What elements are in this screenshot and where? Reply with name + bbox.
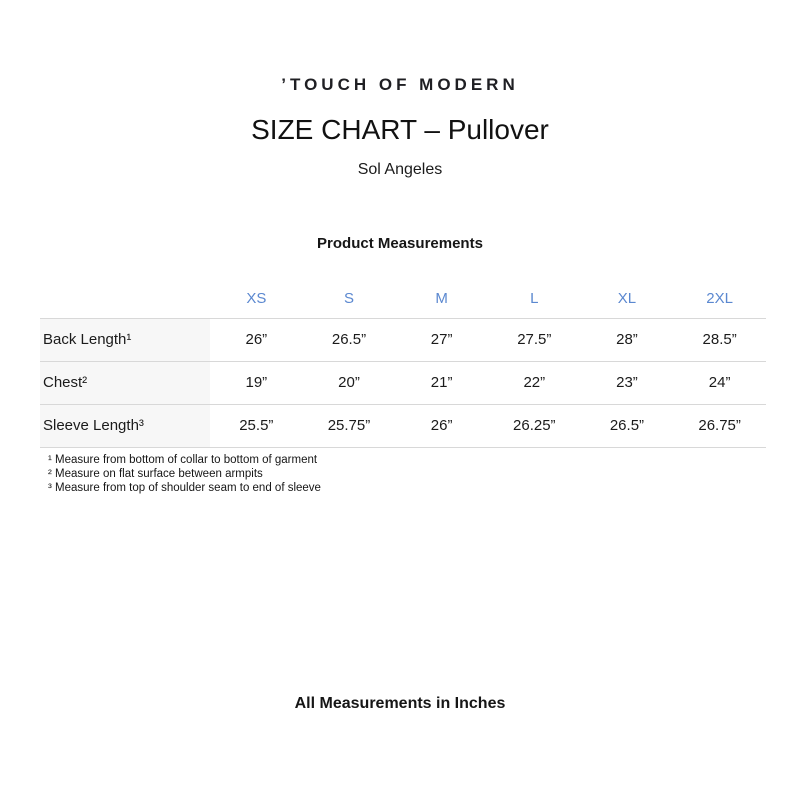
section-title: Product Measurements xyxy=(317,235,483,252)
table-row-sleeve-length xyxy=(40,404,766,447)
size-col-header-l: L xyxy=(488,280,581,318)
size-col-header-2xl: 2XL xyxy=(673,280,766,318)
footnote-2: ² Measure on flat surface between armpits xyxy=(48,468,263,480)
size-table-header-row xyxy=(40,280,766,318)
size-value-cell: 21” xyxy=(395,361,488,404)
bottom-note: All Measurements in Inches xyxy=(294,695,506,712)
size-value-cell: 26” xyxy=(210,318,303,361)
size-table xyxy=(40,280,766,448)
size-value-cell: 27” xyxy=(395,318,488,361)
size-value-cell: 26.25” xyxy=(488,404,581,447)
row-label: Back Length¹ xyxy=(40,318,210,361)
footnote-1: ¹ Measure from bottom of collar to bottom of garment xyxy=(48,454,318,466)
size-value-cell: 23” xyxy=(581,361,674,404)
size-col-header-xs: XS xyxy=(210,280,303,318)
row-label: Chest² xyxy=(40,361,210,404)
table-row-back-length xyxy=(40,318,766,361)
brand-subtitle: Sol Angeles xyxy=(357,161,443,178)
size-value-cell: 26.75” xyxy=(673,404,766,447)
brand-logo: ’TOUCH OF MODERN xyxy=(281,75,519,94)
footnote-3: ³ Measure from top of shoulder seam to end of sleeve xyxy=(48,482,321,494)
size-col-header-xl: XL xyxy=(581,280,674,318)
size-value-cell: 26.5” xyxy=(581,404,674,447)
table-row-chest xyxy=(40,361,766,404)
size-value-cell: 20” xyxy=(303,361,396,404)
size-value-cell: 25.75” xyxy=(303,404,396,447)
size-value-cell: 24” xyxy=(673,361,766,404)
size-value-cell: 28.5” xyxy=(673,318,766,361)
size-value-cell: 26” xyxy=(395,404,488,447)
corner-cell xyxy=(40,280,210,318)
footnotes-block xyxy=(48,453,321,495)
size-value-cell: 26.5” xyxy=(303,318,396,361)
size-value-cell: 25.5” xyxy=(210,404,303,447)
size-value-cell: 27.5” xyxy=(488,318,581,361)
size-value-cell: 28” xyxy=(581,318,674,361)
size-col-header-m: M xyxy=(395,280,488,318)
size-value-cell: 19” xyxy=(210,361,303,404)
size-col-header-s: S xyxy=(303,280,396,318)
page-title: SIZE CHART – Pullover xyxy=(251,114,549,145)
row-label: Sleeve Length³ xyxy=(40,404,210,447)
size-value-cell: 22” xyxy=(488,361,581,404)
